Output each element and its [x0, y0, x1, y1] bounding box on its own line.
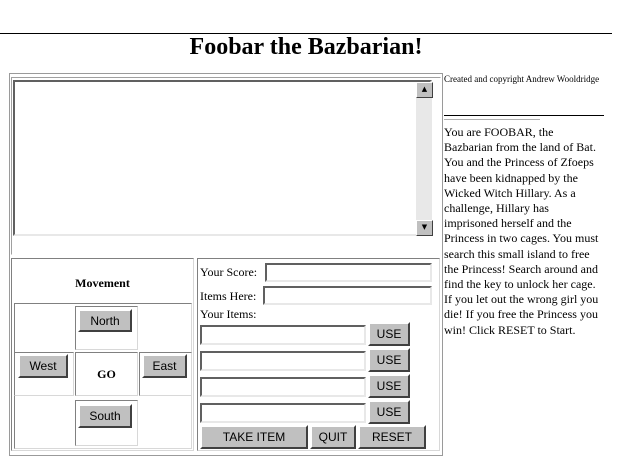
go-label: GO	[97, 367, 116, 381]
item-slot-4[interactable]	[200, 403, 366, 423]
sidebar-rule-short	[444, 119, 540, 120]
item-slot-3[interactable]	[200, 377, 366, 397]
west-button[interactable]: West	[18, 354, 68, 378]
east-button[interactable]: East	[142, 354, 187, 378]
scroll-up-button[interactable]	[416, 82, 433, 98]
score-label: Your Score:	[200, 265, 258, 279]
page-title: Foobar the Bazbarian!	[189, 34, 423, 60]
scroll-down-button[interactable]	[416, 220, 433, 236]
copyright-credit: Created and copyright Andrew Wooldridge	[444, 74, 600, 84]
items-here-label: Items Here:	[200, 289, 257, 303]
game-output-textarea[interactable]	[13, 80, 432, 236]
sidebar-rule	[444, 115, 604, 116]
item-slot-1[interactable]	[200, 325, 366, 345]
south-button[interactable]: South	[78, 404, 132, 428]
items-here-field[interactable]	[263, 286, 432, 305]
arrow-down-icon: ▼	[421, 223, 428, 231]
reset-button[interactable]: RESET	[358, 425, 426, 449]
item-slot-2[interactable]	[200, 351, 366, 371]
use-item-2-button[interactable]: USE	[368, 348, 410, 372]
use-item-4-button[interactable]: USE	[368, 400, 410, 424]
quit-button[interactable]: QUIT	[310, 425, 356, 449]
take-item-button[interactable]: TAKE ITEM	[200, 425, 308, 449]
use-item-3-button[interactable]: USE	[368, 374, 410, 398]
score-field[interactable]	[265, 263, 432, 282]
use-item-1-button[interactable]: USE	[368, 322, 410, 346]
output-scrollbar[interactable]	[416, 82, 431, 234]
game-instructions: You are FOOBAR, the Bazbarian from the land of Bat. You and the Princess of Zfoeps have been kidnapped by the Wicked Witch Hillary. As a challenge, Hillary has imprisoned herself and the Princess in two cages. You must search this small island to free the Princess! Search around and find the key to unlock her cage. If you let out the wrong girl you die! If you free the Princess you win! Click RESET to Start.	[444, 125, 599, 337]
your-items-label: Your Items:	[200, 307, 257, 321]
arrow-up-icon: ▲	[421, 85, 428, 93]
movement-heading: Movement	[75, 276, 130, 290]
north-button[interactable]: North	[78, 309, 132, 332]
